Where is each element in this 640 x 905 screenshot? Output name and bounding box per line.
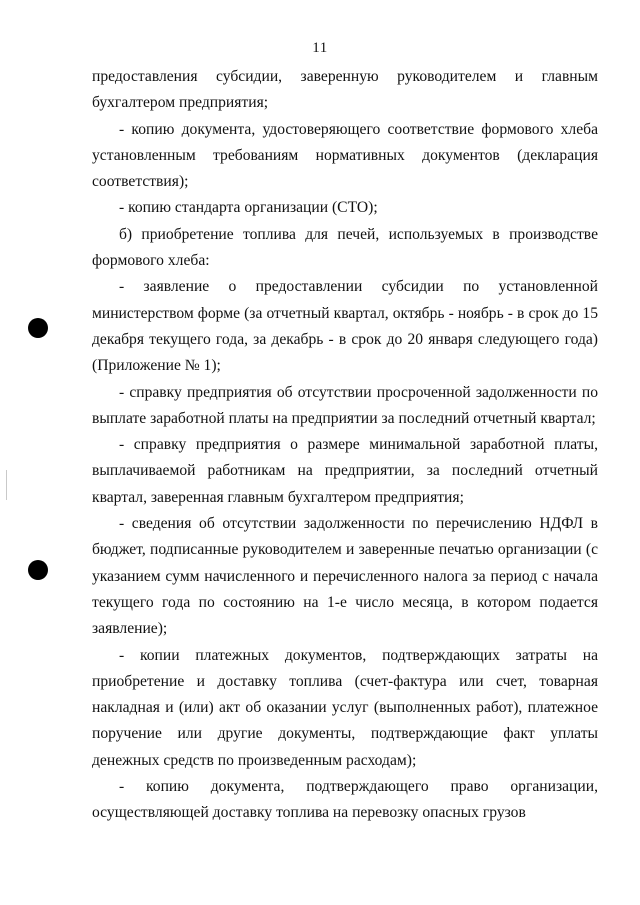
paragraph-list-item: - справку предприятия об отсутствии просроченной задолженности по выплате заработной платы на предприятии за последний отчетный квартал; <box>92 383 598 427</box>
paragraph-list-item: - копию документа, подтверждающего право организации, осуществляющей доставку топлива на перевозку опасных грузов <box>92 778 598 822</box>
punch-hole <box>28 318 48 338</box>
paragraph-list-item: - копии платежных документов, подтверждающих затраты на приобретение и доставку топлива (счет-фактура или счет, товарная накладная и (или) акт об оказании услуг (выполненных работ), платежное поручение или другие документы, подтверждающие факт уплаты денежных средств по произведенным расходам); <box>92 646 598 769</box>
page-number: 11 <box>312 40 328 56</box>
punch-hole <box>28 560 48 580</box>
paragraph-subsection: б) приобретение топлива для печей, используемых в производстве формового хлеба: <box>92 225 598 270</box>
paragraph-list-item: - заявление о предоставлении субсидии по установленной министерством форме (за отчетный квартал, октябрь - ноябрь - в срок до 15 декабря текущего года, за декабрь - в срок до 20 января следующего года) (Приложение № 1); <box>92 278 598 375</box>
scan-mark <box>6 470 7 500</box>
document-body <box>92 64 598 827</box>
paragraph-list-item: - копию документа, удостоверяющего соответствие формового хлеба установленным требованиям нормативных документов (декларация соответствия); <box>92 120 598 191</box>
paragraph-list-item: - копию стандарта организации (СТО); <box>119 199 378 217</box>
paragraph-list-item: - справку предприятия о размере минимальной заработной платы, выплачиваемой работникам на предприятии, за последний отчетный квартал, заверенная главным бухгалтером предприятия; <box>92 436 598 506</box>
paragraph-continuation: предоставления субсидии, заверенную руководителем и главным бухгалтером предприятия; <box>92 68 598 112</box>
paragraph-list-item: - сведения об отсутствии задолженности по перечислению НДФЛ в бюджет, подписанные руководителем и заверенные печатью организации (с указанием сумм начисленного и перечисленного налога за период с начала текущего года по состоянию на 1-е число месяца, в котором подается заявление); <box>92 515 598 638</box>
